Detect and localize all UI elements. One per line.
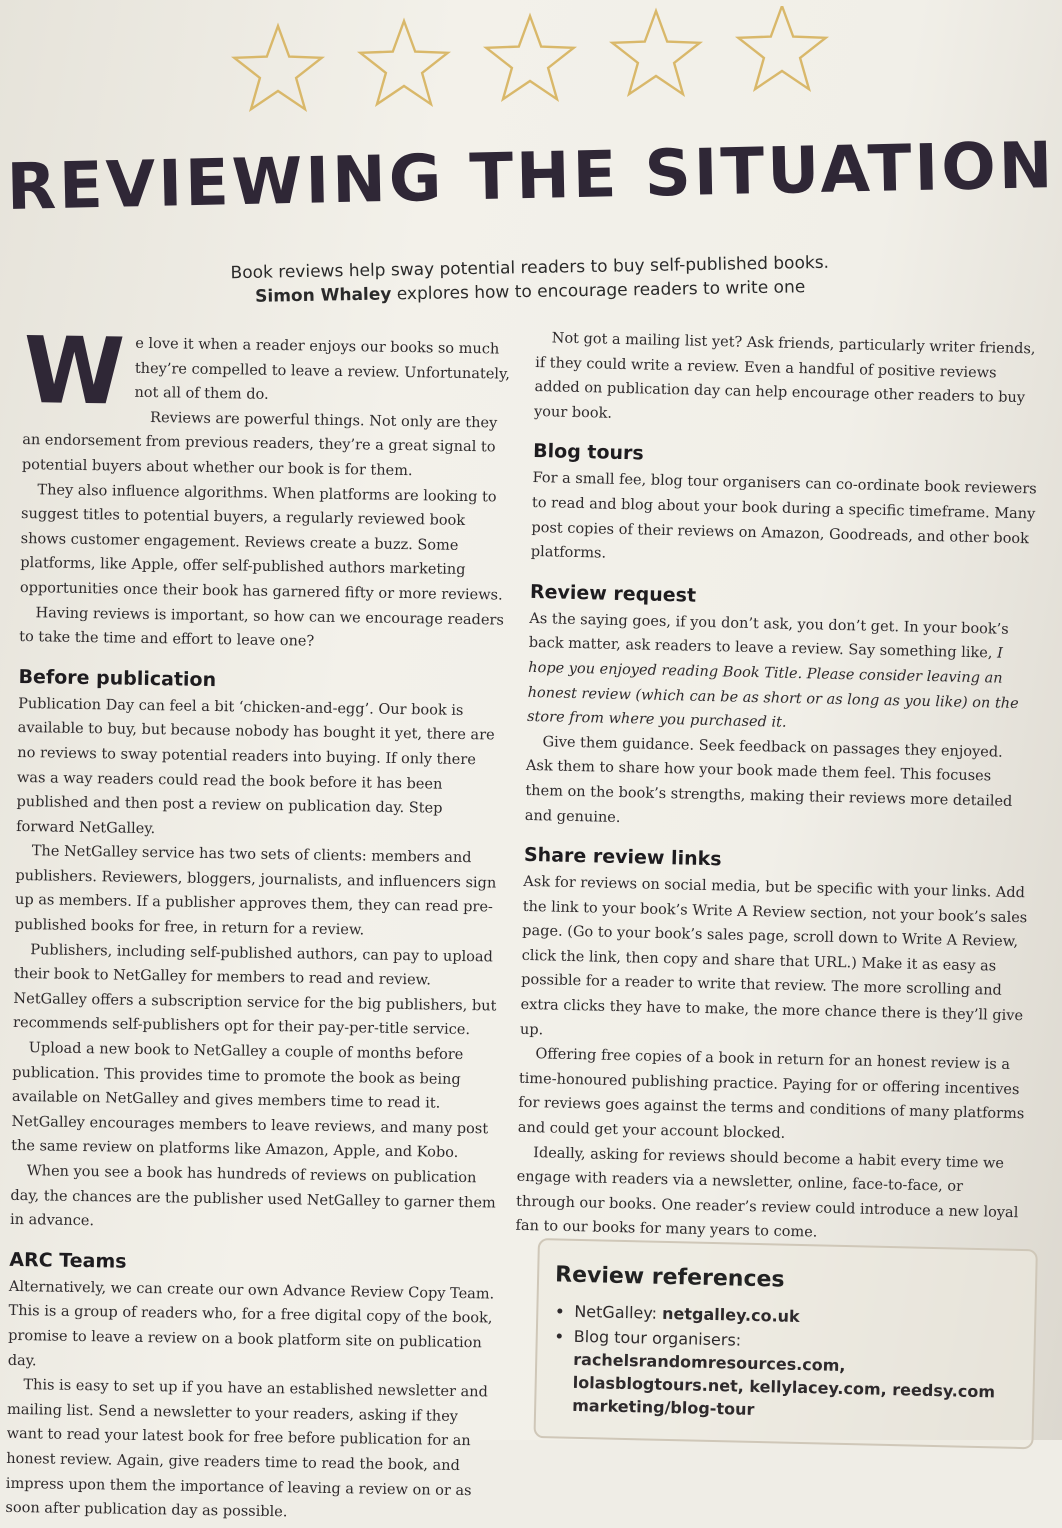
intro-text: e love it when a reader enjoys our books so much they’re compelled to leave a review. Unfortunately, not all of them do. [134, 335, 511, 404]
paragraph: When you see a book has hundreds of reviews on publication day, the chances are the publisher used NetGalley to garner them in advance. [9, 1163, 496, 1230]
reference-label: NetGalley: [574, 1301, 663, 1323]
paragraph: Upload a new book to NetGalley a couple of months before publication. This provides time to promote the book as being available on NetGalley and gives members time to read it. NetGalley encourages members to leave reviews, and many post the same review on platforms like Amazon, Apple, and Kobo. [11, 1040, 489, 1162]
heading-before-publication: Before publication [18, 665, 217, 691]
paragraph: Give them guidance. Seek feedback on passages they enjoyed. Ask them to share how your book made them feel. This focuses them on the book’s strengths, making their reviews more detailed and genuine. [524, 733, 1013, 826]
request-text: As the saying goes, if you don’t ask, you don’t get. In your book’s back matter, ask readers to leave a review. Say something like, [528, 610, 1009, 662]
paragraph: Ask for reviews on social media, but be specific with your links. Add the link to your book’s Write A Review section, not your book’s sales page. (Go to your book’s sales page, scroll down to Write A Review, click the link, then copy and share that URL.) Make it as easy as possible for a reader to write that review. The more scrolling and extra clicks they have to make, the more chance there is they’ll give up. [519, 873, 1028, 1039]
reference-links[interactable]: rachelsrandomresources.com, lolasblogtours.net, kellylacey.com, reedsy.com marketing/blog-tour [571, 1349, 996, 1419]
request-example: I hope you enjoyed reading Book Title. Please consider leaving an honest review (which can be as short or as long as you like) on the store from where you purchased it. [526, 645, 1019, 731]
heading-arc-teams: ARC Teams [9, 1248, 127, 1273]
paragraph: Offering free copies of a book in return for an honest review is a time-honoured publishing practice. Paying for or offering incentives for reviews goes against the terms and conditions of many platforms and could get your account blocked. [517, 1046, 1025, 1142]
reference-blog-tours [572, 1325, 1018, 1427]
heading-blog-tours: Blog tours [532, 440, 644, 465]
heading-review-request: Review request [529, 580, 697, 607]
rating-stars [230, 6, 850, 126]
author-name: Simon Whaley [254, 284, 392, 307]
paragraph: Reviews are powerful things. Not only are they an endorsement from previous readers, they’re a great signal to potential buyers about whether our book is for them. [21, 409, 498, 480]
paragraph: Not got a mailing list yet? Ask friends, particularly writer friends, if they could write a review. Even a handful of positive reviews added on publication day can help encourage other readers to buy your book. [533, 330, 1036, 422]
right-column [515, 326, 1042, 1250]
references-heading: Review references [554, 1262, 785, 1293]
paragraph: Alternatively, we can create our own Advance Review Copy Team. This is a group of readers who, for a free digital copy of the book, promise to leave a review on a book platform site on publication day. [7, 1278, 495, 1369]
paragraph [527, 607, 1036, 741]
reference-label: Blog tour organisers: [573, 1326, 742, 1350]
star-icon [234, 26, 321, 109]
paragraph: Publication Day can feel a bit ‘chicken-and-egg’. Our book is available to buy, but because nobody has bought it yet, there are no reviews to sway potential readers into buying. If only there was a way readers could read the book before it has been published and then post a review on publication day. Step forward NetGalley. [16, 695, 495, 837]
star-icon [738, 6, 825, 89]
review-references-box [533, 1238, 1037, 1449]
reference-link[interactable]: netgalley.co.uk [661, 1303, 800, 1326]
drop-cap: W [22, 317, 126, 426]
star-icon [360, 21, 447, 104]
star-icon [612, 11, 699, 94]
star-icon [486, 16, 573, 99]
standfirst-line1: Book reviews help sway potential readers to buy self-published books. [230, 252, 830, 284]
paragraph: Having reviews is important, so how can we encourage readers to take the time and effort to leave one? [19, 604, 504, 650]
heading-share-review-links: Share review links [523, 843, 722, 871]
paragraph: They also influence algorithms. When platforms are looking to suggest titles to potential buyers, a regularly reviewed book shows customer engagement. Reviews create a buzz. Some platforms, like Apple, offer self-published authors marketing opportunities once their book has garnered fifty or more reviews. [19, 481, 503, 604]
intro-paragraph [22, 317, 512, 426]
paragraph: This is easy to set up if you have an established newsletter and mailing list. Send a newsletter to your readers, asking if they want to read your latest book for free before publication for an honest review. Again, give readers time to read the book, and impress upon them the importance of leaving a review on or as soon after publication day as possible. [5, 1377, 488, 1521]
standfirst-line2-rest: explores how to encourage readers to write one [391, 277, 806, 305]
paragraph: The NetGalley service has two sets of clients: members and publishers. Reviewers, bloggers, journalists, and influencers sign up as members. If a publisher approves them, they can read pre-published books for free, in return for a review. [14, 843, 497, 939]
paragraph: Publishers, including self-published authors, can pay to upload their book to NetGalley for members to read and review. NetGalley offers a subscription service for the big publishers, but recommends self-publishers opt for their pay-per-title service. [12, 941, 497, 1039]
paragraph: Ideally, asking for reviews should become a habit every time we engage with readers via a newsletter, online, face-to-face, or through our books. One reader’s review could introduce a new loyal fan to our books for many years to come. [515, 1144, 1019, 1242]
left-column [5, 317, 512, 1528]
references-list [552, 1299, 1019, 1426]
article-title: REVIEWING THE SITUATION [6, 129, 1056, 225]
paragraph: For a small fee, blog tour organisers can co-ordinate book reviewers to read and blog about your book during a specific timeframe. Many post copies of their reviews on Amazon, Goodreads, and other book platforms. [530, 470, 1037, 562]
standfirst [180, 250, 881, 310]
